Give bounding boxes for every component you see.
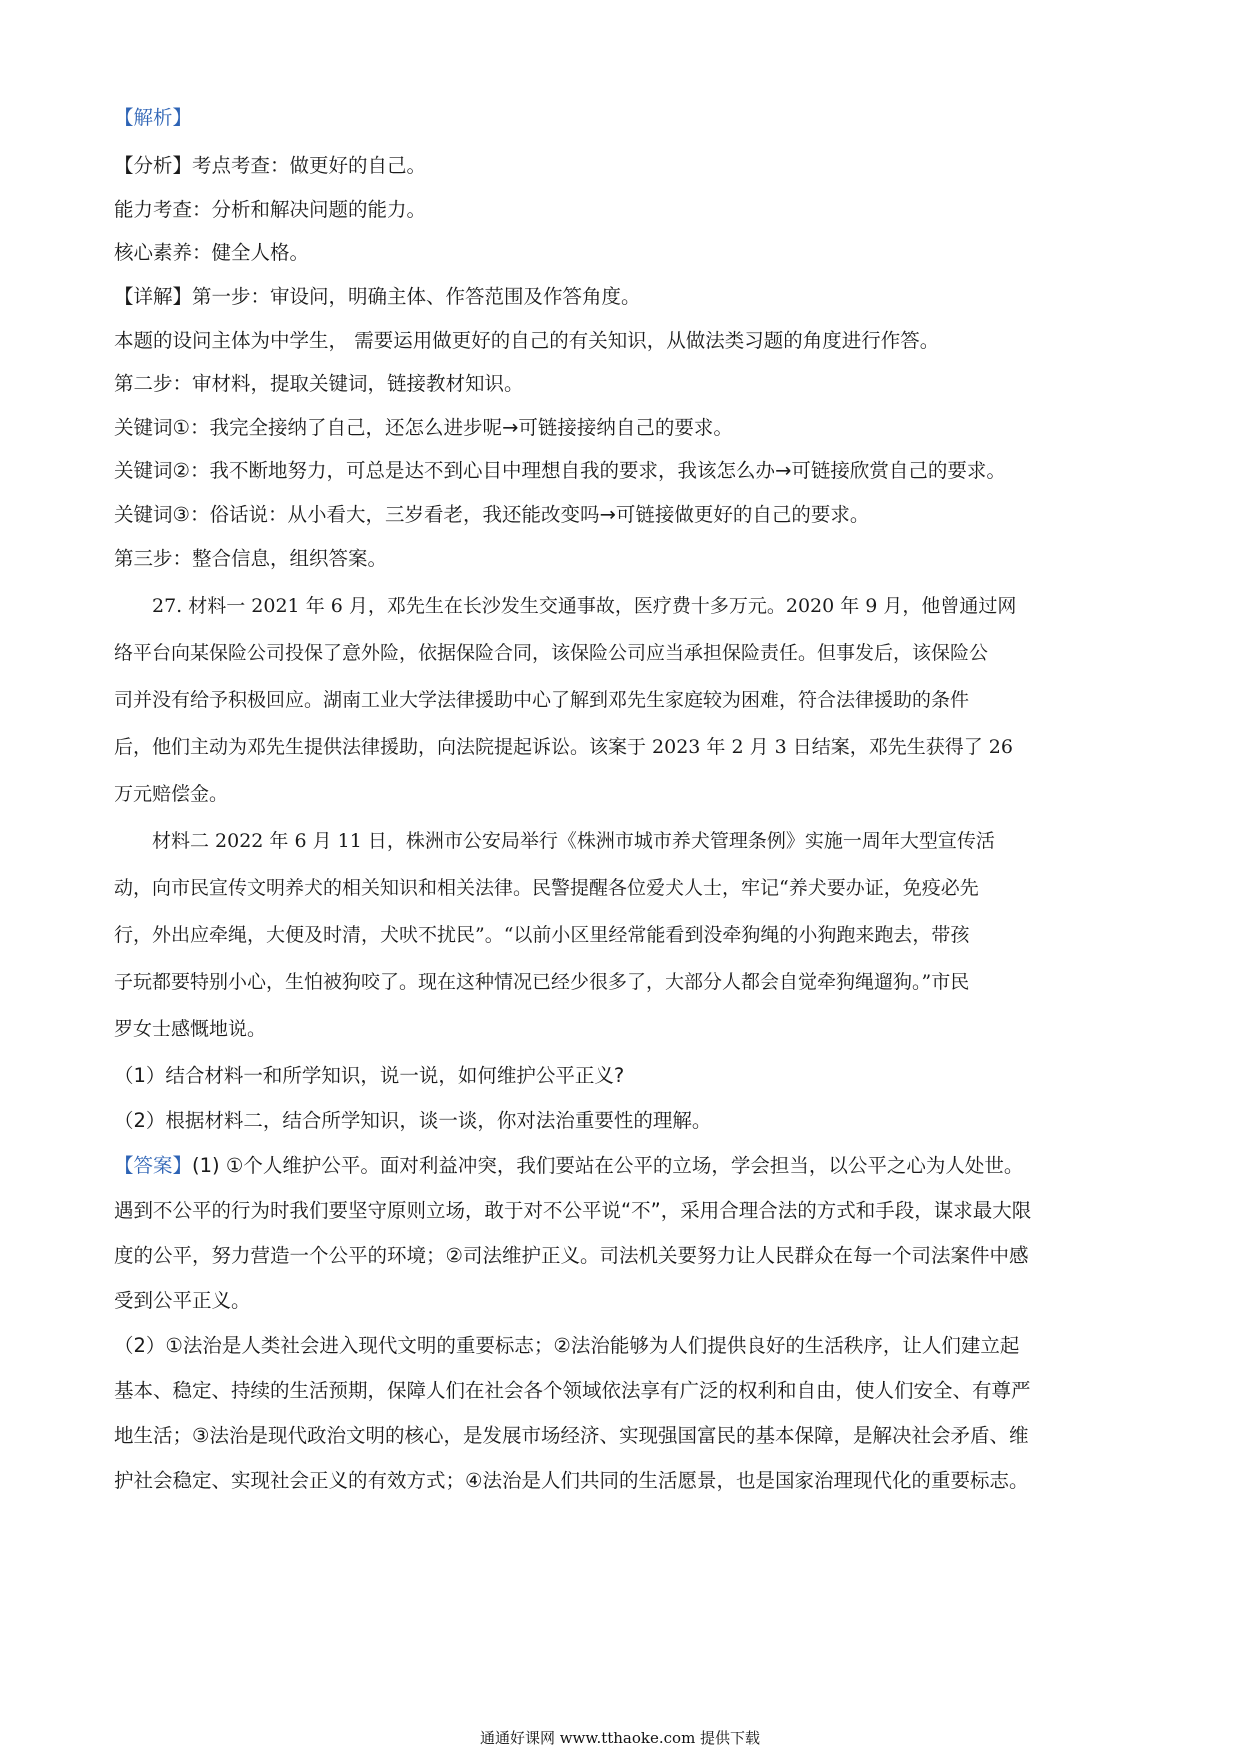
question-two: （2）根据材料二，结合所学知识，谈一谈，你对法治重要性的理解。 xyxy=(114,1109,712,1132)
material-one-line: 27. 材料一 2021 年 6 月，邓先生在长沙发生交通事故，医疗费十多万元。2020 年 9 月，他曾通过网 xyxy=(152,595,1017,617)
material-two-line: 动，向市民宣传文明养犬的相关知识和相关法律。民警提醒各位爱犬人士，牢记“养犬要办证，免疫必先 xyxy=(114,877,979,899)
material-two-line: 行，外出应牵绳，大便及时清，犬吠不扰民”。“以前小区里经常能看到没牵狗绳的小狗跑来跑去，带孩 xyxy=(114,924,970,946)
material-two-line: 材料二 2022 年 6 月 11 日，株洲市公安局举行《株洲市城市养犬管理条例》实施一周年大型宣传活 xyxy=(152,830,995,852)
answer-one-line: 度的公平，努力营造一个公平的环境；②司法维护正义。司法机关要努力让人民群众在每一个司法案件中感 xyxy=(114,1244,1029,1267)
analysis-line: 第三步：整合信息，组织答案。 xyxy=(114,547,388,570)
analysis-line: 关键词①：我完全接纳了自己，还怎么进步呢→可链接接纳自己的要求。 xyxy=(114,416,733,439)
analysis-heading: 【解析】 xyxy=(114,106,193,129)
material-one-line: 万元赔偿金。 xyxy=(114,783,229,805)
analysis-line: 【详解】第一步：审设问，明确主体、作答范围及作答角度。 xyxy=(114,285,641,308)
answer-two-line: 护社会稳定、实现社会正义的有效方式；④法治是人们共同的生活愿景，也是国家治理现代化的重要标志。 xyxy=(114,1469,1029,1492)
analysis-line: 能力考查：分析和解决问题的能力。 xyxy=(114,198,427,221)
answer-one-line: 遇到不公平的行为时我们要坚守原则立场，敢于对不公平说“不”，采用合理合法的方式和手段，谋求最大限 xyxy=(114,1199,1032,1222)
material-one-line: 后，他们主动为邓先生提供法律援助，向法院提起诉讼。该案于 2023 年 2 月 3 日结案，邓先生获得了 26 xyxy=(114,736,1013,758)
analysis-line: 核心素养：健全人格。 xyxy=(114,241,310,264)
material-two-line: 罗女士感慨地说。 xyxy=(114,1018,267,1040)
analysis-line: 关键词③：俗话说：从小看大，三岁看老，我还能改变吗→可链接做更好的自己的要求。 xyxy=(114,503,870,526)
answer-one-text: (1) ①个人维护公平。面对利益冲突，我们要站在公平的立场，学会担当，以公平之心为人处世。 xyxy=(192,1154,1024,1177)
answer-one-line: 受到公平正义。 xyxy=(114,1289,251,1312)
material-one-line: 司并没有给予积极回应。湖南工业大学法律援助中心了解到邓先生家庭较为困难，符合法律援助的条件 xyxy=(114,689,970,711)
answer-label: 【答案】 xyxy=(114,1154,193,1177)
analysis-line: 【分析】考点考查：做更好的自己。 xyxy=(114,154,427,177)
answer-two-line: 基本、稳定、持续的生活预期，保障人们在社会各个领域依法享有广泛的权利和自由，使人们安全、有尊严 xyxy=(114,1379,1031,1402)
material-two-line: 子玩都要特别小心，生怕被狗咬了。现在这种情况已经少很多了，大部分人都会自觉牵狗绳遛狗。”市民 xyxy=(114,971,970,993)
question-one: （1）结合材料一和所学知识，说一说，如何维护公平正义? xyxy=(114,1064,625,1087)
answer-one-line xyxy=(114,1152,1023,1180)
analysis-line: 关键词②：我不断地努力，可总是达不到心目中理想自我的要求，我该怎么办→可链接欣赏自己的要求。 xyxy=(114,459,1006,482)
answer-two-line: （2）①法治是人类社会进入现代文明的重要标志；②法治能够为人们提供良好的生活秩序，让人们建立起 xyxy=(114,1334,1020,1357)
answer-two-line: 地生活；③法治是现代政治文明的核心，是发展市场经济、实现强国富民的基本保障，是解决社会矛盾、维 xyxy=(114,1424,1029,1447)
analysis-line: 本题的设问主体为中学生， 需要运用做更好的自己的有关知识，从做法类习题的角度进行作答。 xyxy=(114,329,940,352)
page-footer: 通通好课网 www.tthaoke.com 提供下载 xyxy=(479,1729,761,1747)
material-one-line: 络平台向某保险公司投保了意外险，依据保险合同，该保险公司应当承担保险责任。但事发后，该保险公 xyxy=(114,642,989,664)
analysis-line: 第二步：审材料，提取关键词，链接教材知识。 xyxy=(114,372,524,395)
